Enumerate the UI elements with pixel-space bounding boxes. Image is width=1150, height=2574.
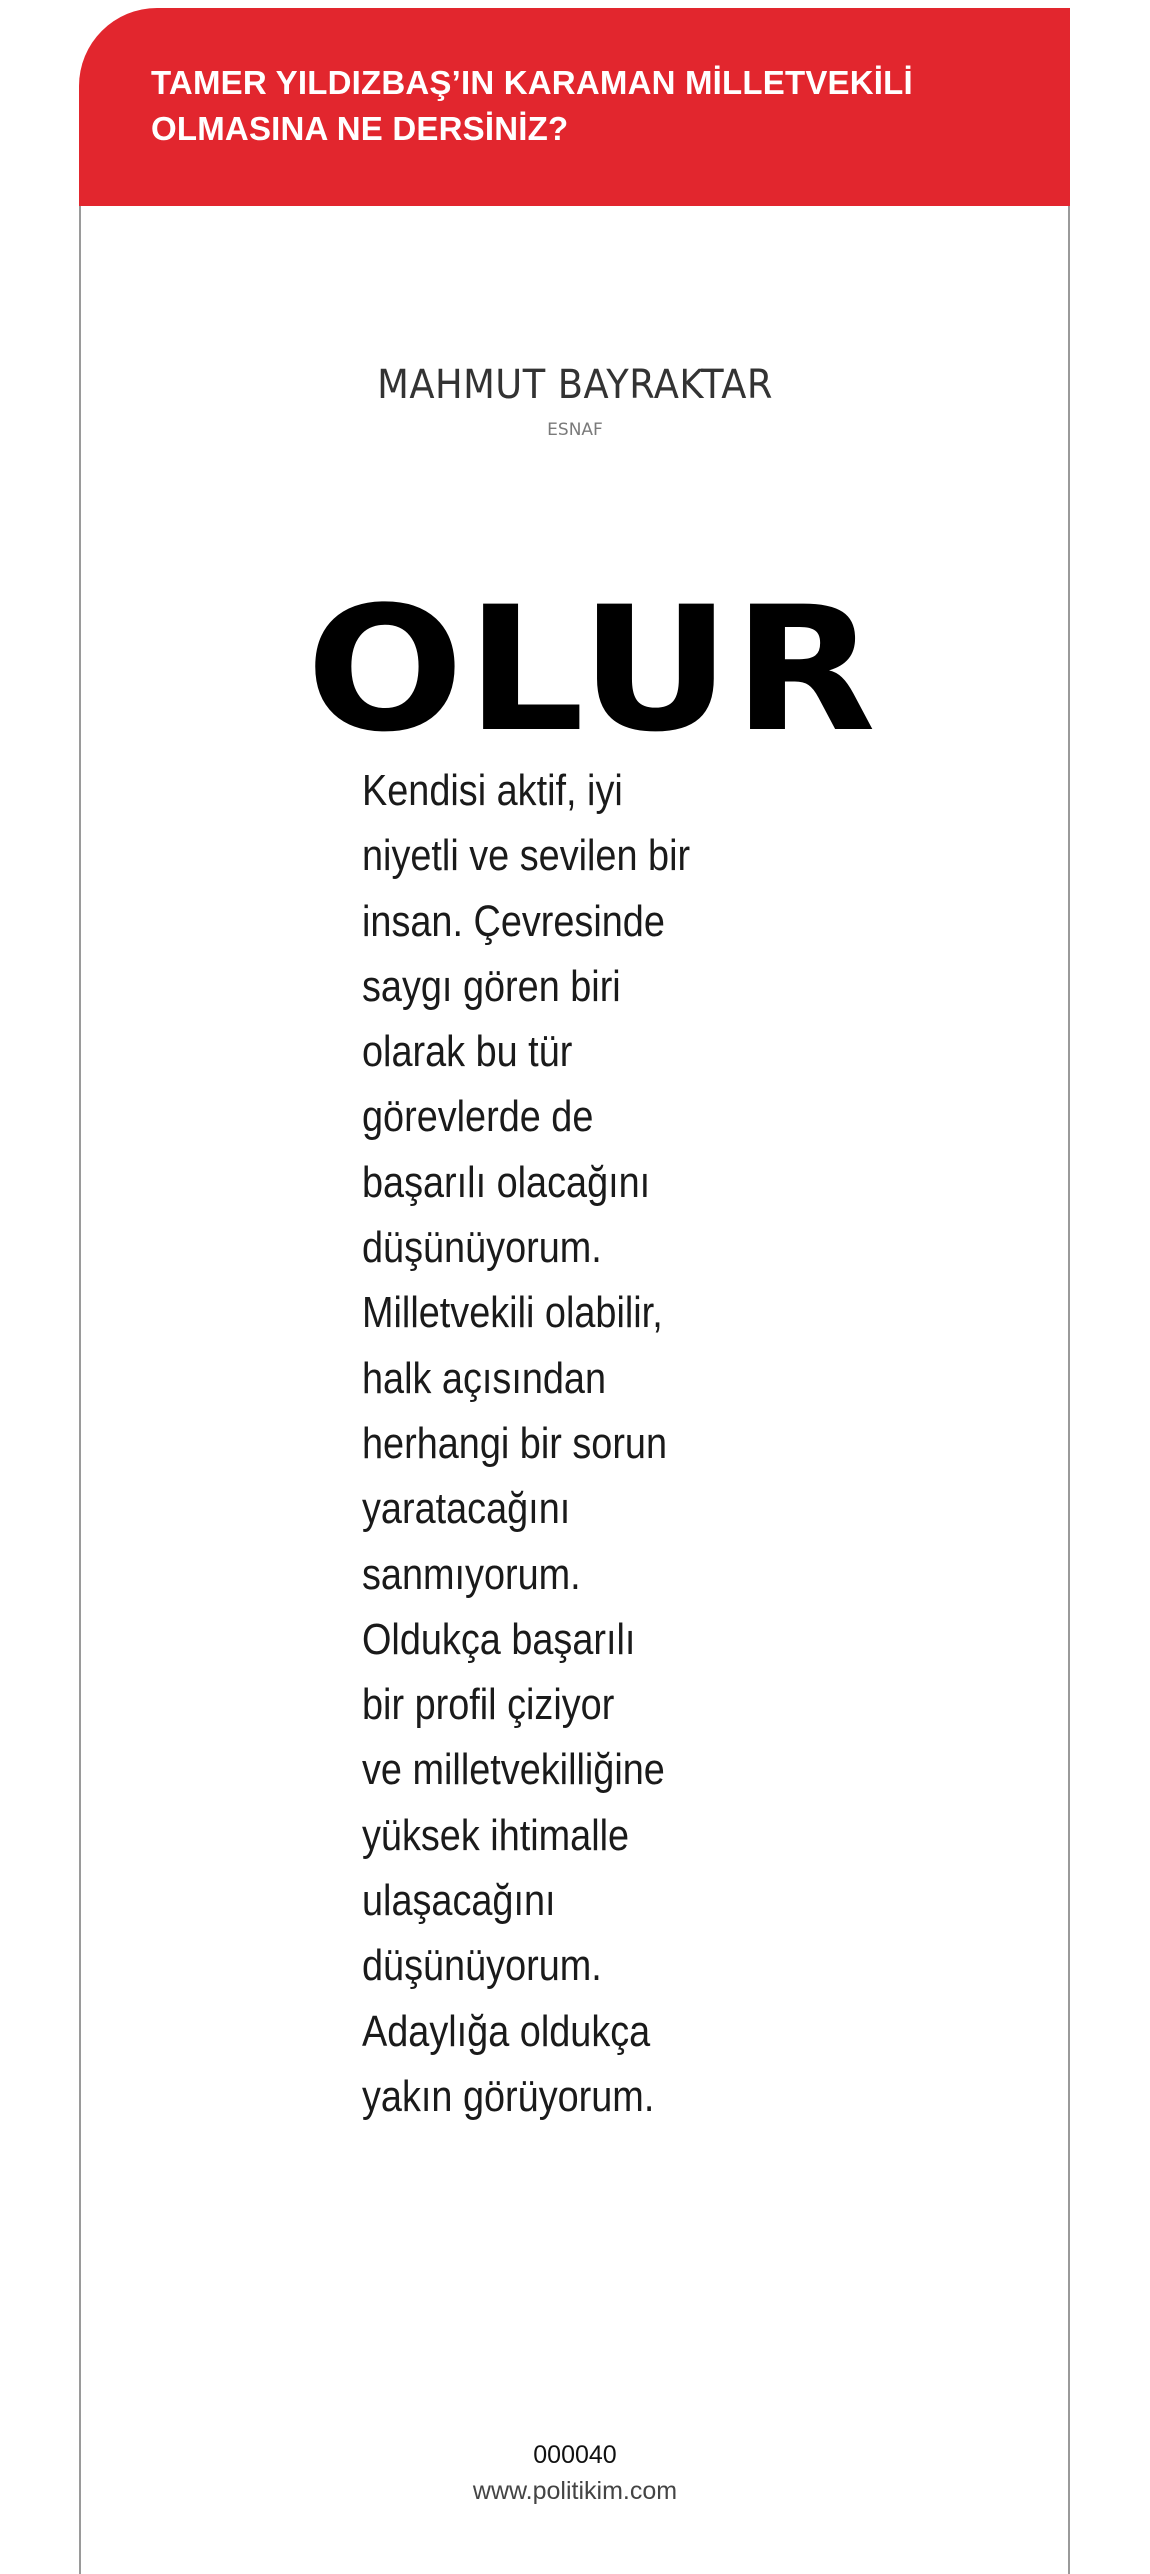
answer-line: düşünüyorum. — [362, 1223, 602, 1273]
answer-line: Milletvekili olabilir, — [362, 1288, 663, 1338]
card-border-left — [79, 206, 81, 2574]
respondent-name: MAHMUT BAYRAKTAR — [377, 362, 773, 408]
website-url: www.politikim.com — [472, 2477, 678, 2505]
answer-line: bir profil çiziyor — [362, 1680, 615, 1730]
answer-line: niyetli ve sevilen bir — [362, 831, 691, 881]
answer-line: Kendisi aktif, iyi — [362, 766, 623, 815]
answer-line: herhangi bir sorun — [362, 1418, 668, 1468]
answer-line: başarılı olacağını — [362, 1157, 651, 1207]
answer-line: yaratacağını — [362, 1484, 571, 1534]
answer-line: insan. Çevresinde — [362, 896, 665, 946]
answer-verdict: OLUR — [306, 569, 879, 770]
answer-line: sanmıyorum. — [362, 1549, 581, 1599]
answer-line: halk açısından — [362, 1353, 607, 1403]
answer-text — [362, 758, 742, 2129]
survey-question — [151, 60, 1031, 152]
respondent-occupation: ESNAF — [547, 420, 603, 440]
answer-line: saygı gören biri — [362, 961, 621, 1011]
answer-line: Adaylığa oldukça — [362, 2006, 651, 2056]
answer-line: görevlerde de — [362, 1092, 594, 1142]
survey-question-line-2: OLMASINA NE DERSİNİZ? — [151, 110, 569, 147]
answer-line: olarak bu tür — [362, 1027, 573, 1077]
answer-line: ulaşacağını — [362, 1876, 556, 1926]
answer-line: Oldukça başarılı — [362, 1614, 636, 1664]
answer-line: ve milletvekilliğine — [362, 1745, 665, 1795]
answer-line: düşünüyorum. — [362, 1941, 602, 1991]
document-code: 000040 — [533, 2441, 617, 2469]
card-border-right — [1068, 206, 1070, 2574]
answer-line: yüksek ihtimalle — [362, 1810, 630, 1860]
answer-line: yakın görüyorum. — [362, 2071, 655, 2121]
survey-question-line-1: TAMER YILDIZBAŞ’IN KARAMAN MİLLETVEKİLİ — [151, 64, 913, 101]
